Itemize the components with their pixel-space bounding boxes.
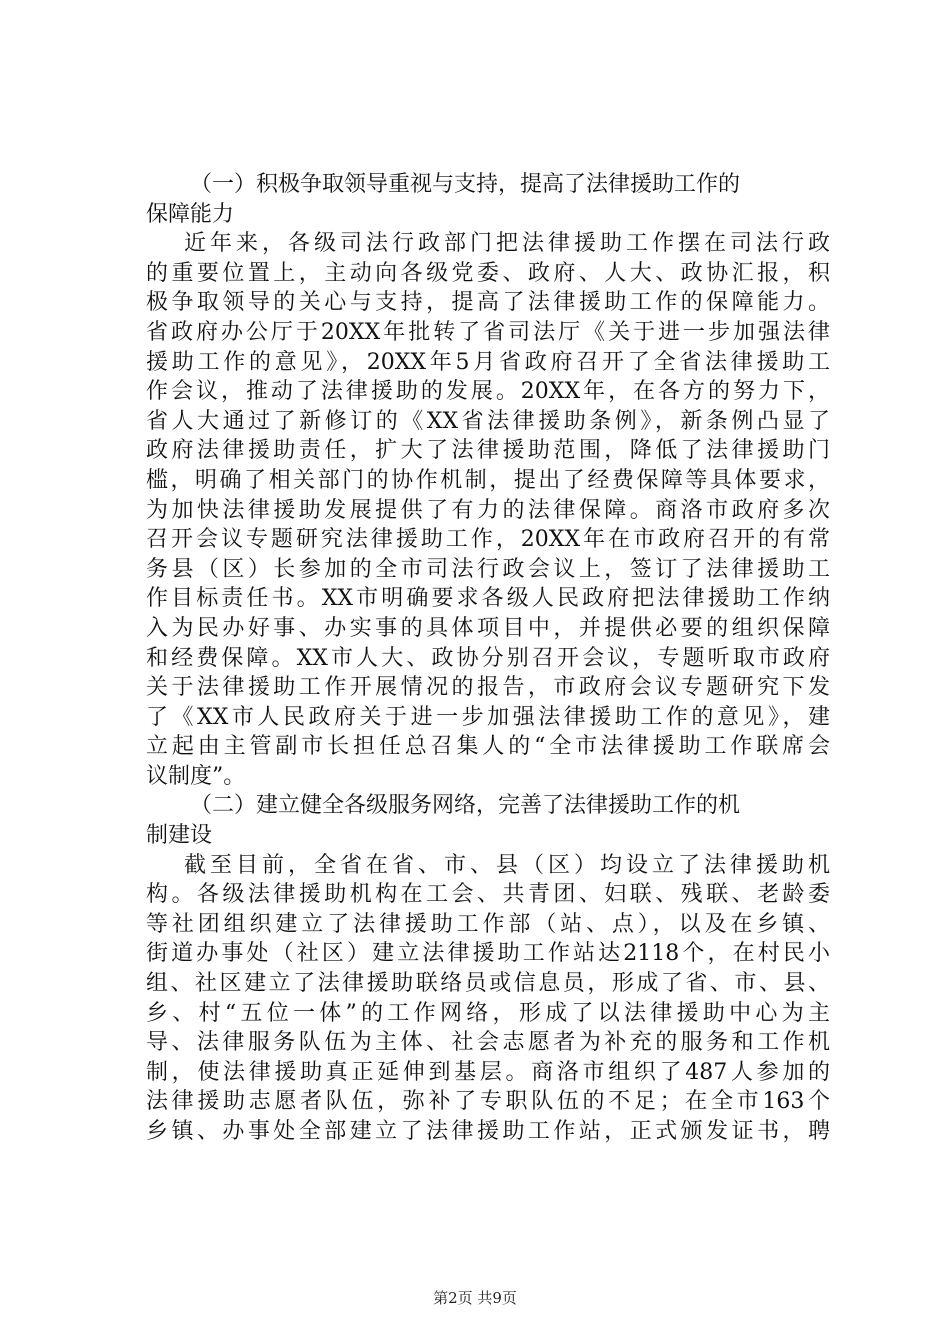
text-line: 槛，明确了相关部门的协作机制，提出了经费保障等具体要求， bbox=[146, 467, 830, 493]
text-line: 省政府办公厅于20XX年批转了省司法厅《关于进一步加强法律 bbox=[146, 319, 830, 345]
text-line: 务县（区）长参加的全市司法行政会议上，签订了法律援助工 bbox=[146, 556, 830, 582]
text-line: 为加快法律援助发展提供了有力的法律保障。商洛市政府多次 bbox=[146, 497, 830, 523]
text-line: 乡镇、办事处全部建立了法律援助工作站，正式颁发证书，聘 bbox=[146, 1119, 830, 1144]
document-body bbox=[146, 170, 830, 1147]
text-line: 入为民办好事、办实事的具体项目中，并提供必要的组织保障 bbox=[146, 615, 830, 641]
text-line: 乡、村“五位一体”的工作网络，形成了以法律援助中心为主 bbox=[146, 1000, 830, 1026]
text-line: 组、社区建立了法律援助联络员或信息员，形成了省、市、县、 bbox=[146, 971, 830, 997]
text-line: 政府法律援助责任，扩大了法律援助范围，降低了法律援助门 bbox=[146, 438, 830, 464]
text-line: 保障能力 bbox=[146, 201, 235, 227]
text-line: 省人大通过了新修订的《XX省法律援助条例》，新条例凸显了 bbox=[146, 408, 830, 434]
text-line: 议制度”。 bbox=[146, 763, 246, 789]
text-line: 制建设 bbox=[146, 823, 213, 849]
text-line: 的重要位置上，主动向各级党委、政府、人大、政协汇报，积 bbox=[146, 260, 830, 286]
text-line: 作会议，推动了法律援助的发展。20XX年，在各方的努力下， bbox=[146, 379, 830, 405]
text-line: 近年来，各级司法行政部门把法律援助工作摆在司法行政 bbox=[184, 231, 830, 257]
page-footer: 第2页 共9页 bbox=[433, 1289, 517, 1307]
text-line: （二）建立健全各级服务网络，完善了法律援助工作的机 bbox=[190, 793, 741, 819]
text-line: 作目标责任书。XX市明确要求各级人民政府把法律援助工作纳 bbox=[146, 586, 830, 612]
text-line: 制，使法律援助真正延伸到基层。商洛市组织了487人参加的 bbox=[146, 1059, 830, 1085]
text-line: 构。各级法律援助机构在工会、共青团、妇联、残联、老龄委 bbox=[146, 882, 830, 908]
text-line: 召开会议专题研究法律援助工作，20XX年在市政府召开的有常 bbox=[146, 527, 830, 553]
text-line: 立起由主管副市长担任总召集人的“全市法律援助工作联席会 bbox=[146, 734, 830, 760]
text-line: 法律援助志愿者队伍，弥补了专职队伍的不足；在全市163个 bbox=[146, 1089, 830, 1115]
text-line: 援助工作的意见》，20XX年5月省政府召开了全省法律援助工 bbox=[146, 349, 830, 375]
text-line: 关于法律援助工作开展情况的报告，市政府会议专题研究下发 bbox=[146, 675, 830, 701]
text-line: 极争取领导的关心与支持，提高了法律援助工作的保障能力。 bbox=[146, 290, 830, 316]
text-line: 等社团组织建立了法律援助工作部（站、点），以及在乡镇、 bbox=[146, 911, 830, 937]
text-line: 截至目前，全省在省、市、县（区）均设立了法律援助机 bbox=[184, 852, 830, 878]
text-line: 和经费保障。XX市人大、政协分别召开会议，专题听取市政府 bbox=[146, 645, 830, 671]
text-line: 了《XX市人民政府关于进一步加强法律援助工作的意见》，建 bbox=[146, 704, 830, 730]
text-line: （一）积极争取领导重视与支持，提高了法律援助工作的 bbox=[190, 172, 741, 197]
text-line: 导、法律服务队伍为主体、社会志愿者为补充的服务和工作机 bbox=[146, 1030, 830, 1056]
text-line: 街道办事处（社区）建立法律援助工作站达2118个，在村民小 bbox=[146, 941, 830, 967]
